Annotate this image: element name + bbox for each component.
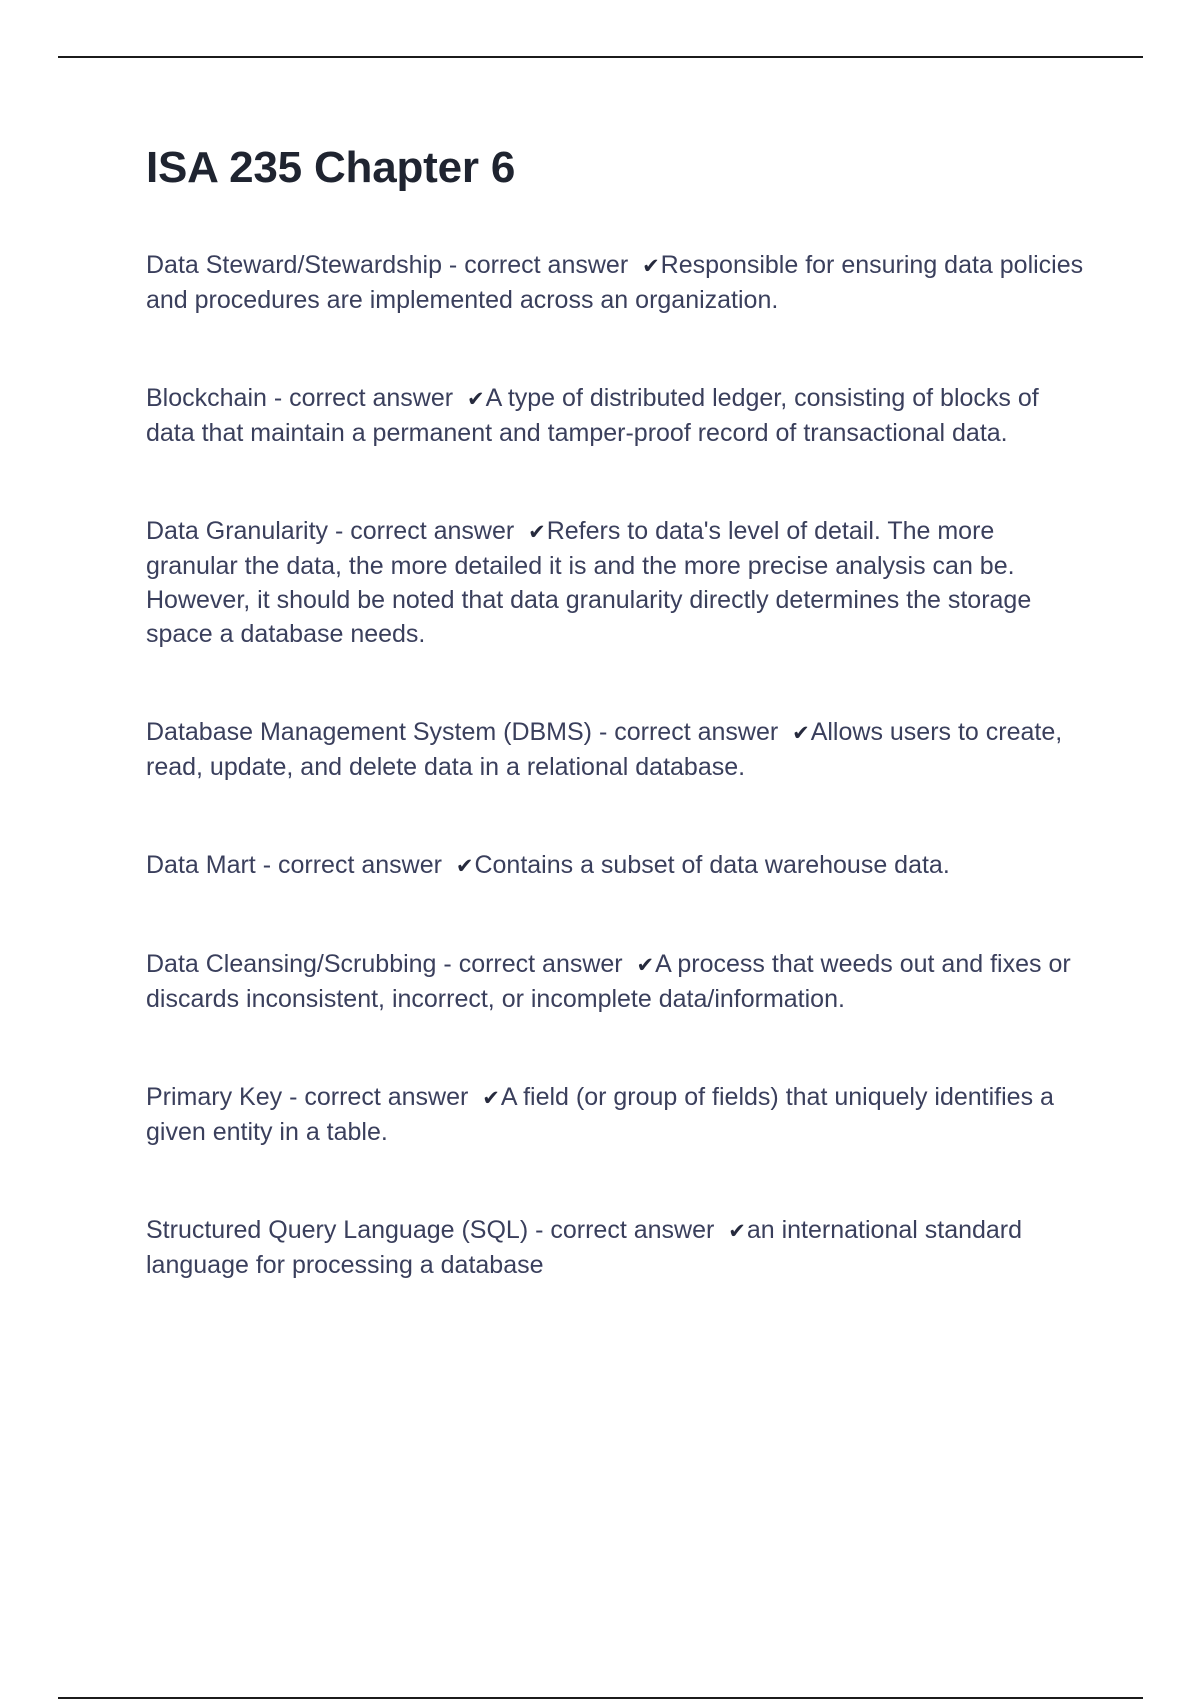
answer-label: correct answer — [614, 718, 779, 746]
top-divider — [58, 56, 1143, 58]
term-separator: - — [436, 950, 459, 978]
flashcard-entry — [146, 848, 1086, 883]
entry-definition: A type of distributed ledger, consisting of blocks of data that maintain a permanent and tamper-proof record of transactional data. — [146, 384, 1039, 447]
entry-term: Data Granularity — [146, 517, 329, 545]
entry-definition: Refers to data's level of detail. The more granular the data, the more detailed it is and the more precise analysis can be. However, it should be noted that data granularity directly determines the storage space a database needs. — [146, 517, 1032, 648]
entry-term: Data Mart — [146, 851, 256, 879]
flashcard-entry — [146, 1080, 1086, 1149]
flashcard-list — [146, 248, 1086, 1346]
flashcard-entry — [146, 514, 1086, 651]
flashcard-entry — [146, 248, 1086, 317]
checkmark-icon: ✔ — [728, 1219, 746, 1243]
checkmark-icon: ✔ — [466, 387, 485, 411]
entry-term: Primary Key — [146, 1083, 283, 1111]
answer-label: correct answer — [277, 851, 442, 879]
entry-definition: Contains a subset of data warehouse data. — [474, 851, 950, 879]
entry-definition: A field (or group of fields) that uniquely identifies a given entity in a table. — [146, 1083, 1054, 1146]
checkmark-icon: ✔ — [455, 854, 474, 878]
answer-label: correct answer — [289, 384, 454, 412]
term-separator: - — [528, 1216, 551, 1244]
answer-label: correct answer — [464, 251, 629, 279]
entry-term: Data Steward/Stewardship — [146, 251, 442, 279]
answer-label: correct answer — [550, 1216, 715, 1244]
term-separator: - — [441, 251, 465, 279]
term-separator: - — [255, 851, 278, 879]
flashcard-entry — [146, 715, 1086, 784]
entry-definition: Responsible for ensuring data policies and procedures are implemented across an organization. — [146, 251, 1084, 314]
checkmark-icon: ✔ — [636, 953, 655, 977]
checkmark-icon: ✔ — [528, 520, 546, 544]
entry-term: Blockchain — [146, 384, 267, 412]
term-separator: - — [266, 384, 290, 412]
term-separator: - — [592, 718, 615, 746]
term-separator: - — [282, 1083, 305, 1111]
entry-term: Database Management System (DBMS) — [146, 718, 593, 746]
answer-label: correct answer — [304, 1083, 469, 1111]
flashcard-entry — [146, 947, 1086, 1016]
entry-definition: an international standard language for processing a database — [146, 1216, 1023, 1279]
checkmark-icon: ✔ — [642, 254, 660, 278]
checkmark-icon: ✔ — [792, 721, 810, 745]
page-title: ISA 235 Chapter 6 — [146, 143, 516, 192]
flashcard-entry — [146, 381, 1086, 450]
bottom-divider — [58, 1697, 1143, 1699]
entry-term: Structured Query Language (SQL) — [146, 1216, 529, 1244]
checkmark-icon: ✔ — [482, 1086, 500, 1110]
answer-label: correct answer — [350, 517, 515, 545]
entry-definition: A process that weeds out and fixes or discards inconsistent, incorrect, or incomplete data/information. — [146, 950, 1071, 1013]
entry-definition: Allows users to create, read, update, and delete data in a relational database. — [146, 718, 1063, 781]
entry-term: Data Cleansing/Scrubbing — [146, 950, 437, 978]
answer-label: correct answer — [458, 950, 623, 978]
term-separator: - — [328, 517, 351, 545]
flashcard-entry — [146, 1213, 1086, 1282]
